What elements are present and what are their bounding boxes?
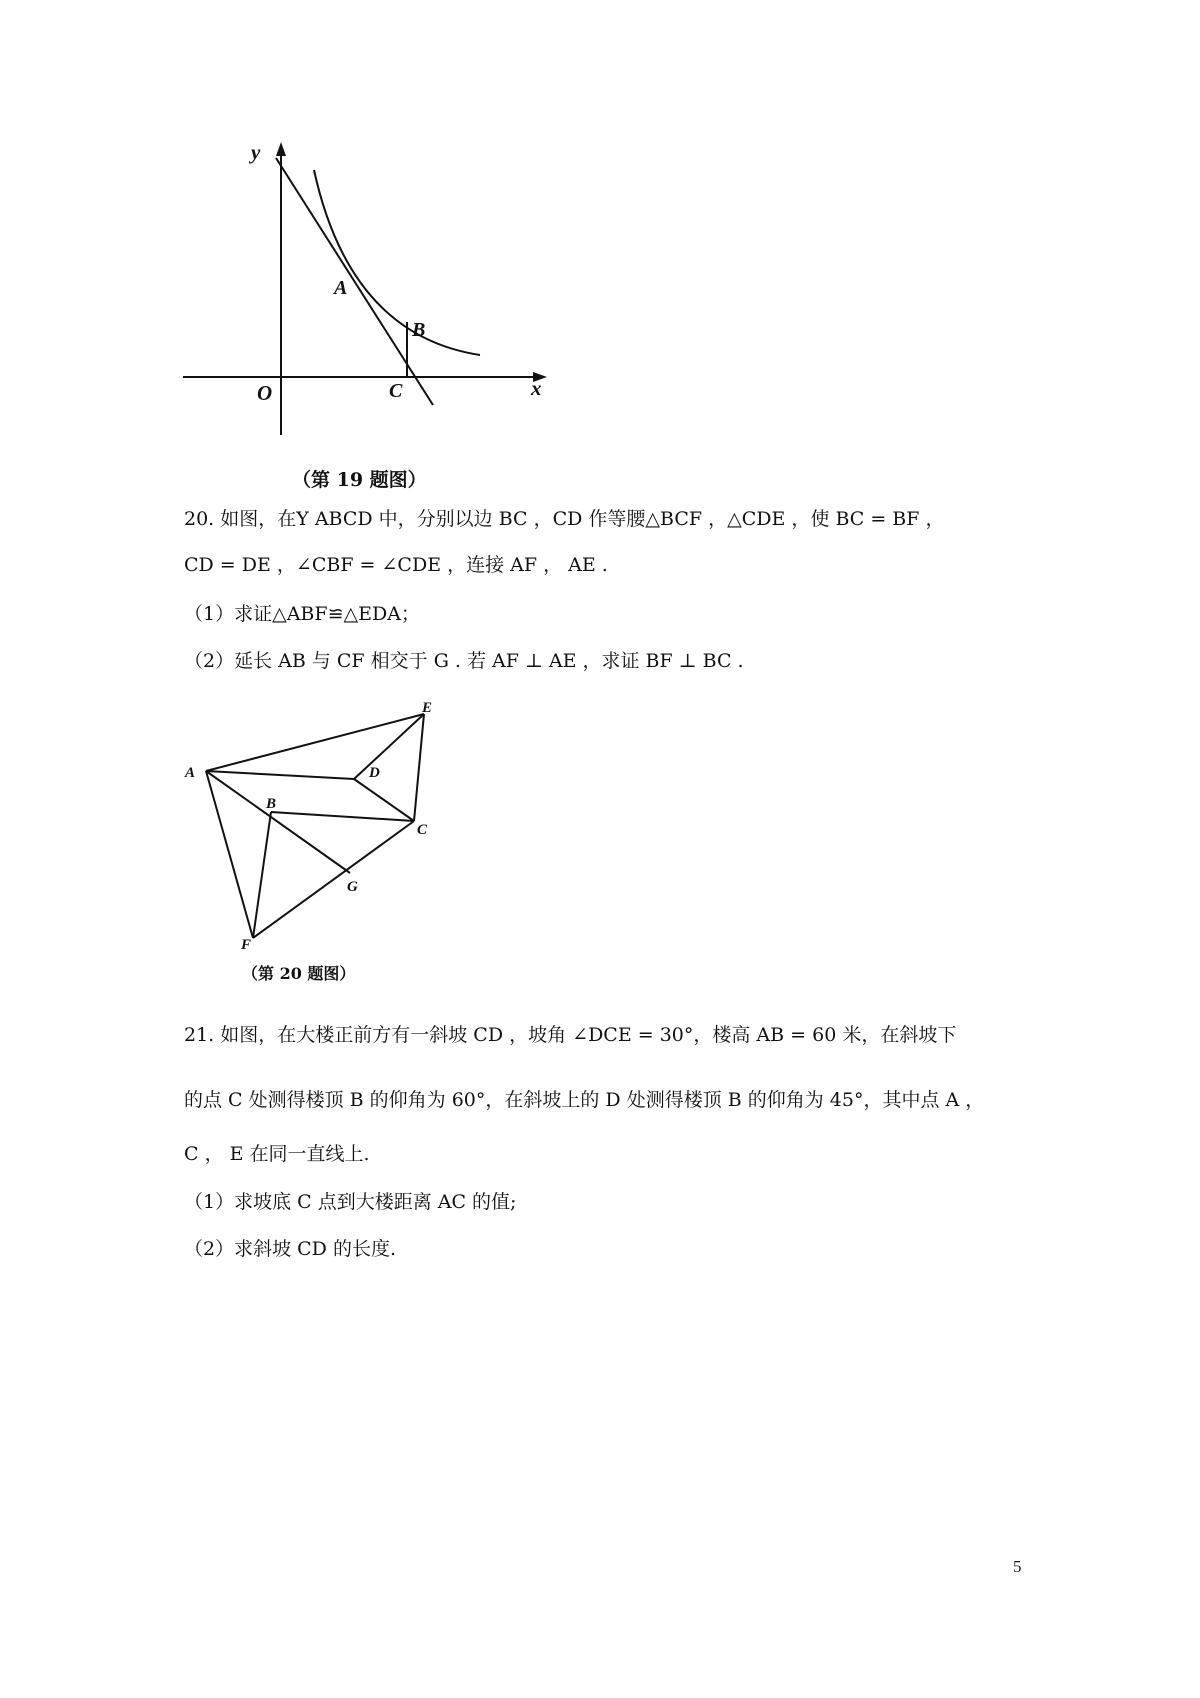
label-a: A bbox=[185, 765, 196, 781]
segment-ad bbox=[206, 771, 354, 779]
label-o: O bbox=[257, 381, 273, 405]
q21-line-3: C ， E 在同一直线上. bbox=[184, 1143, 370, 1165]
q20-caption: （第 20 题图） bbox=[242, 964, 356, 983]
q20-line-1: 20. 如图，在Y ABCD 中，分别以边 BC ，CD 作等腰△BCF ，△CDE ，使 BC = BF ， bbox=[184, 508, 945, 530]
label-b: B bbox=[266, 796, 277, 812]
page-number: 5 bbox=[1013, 1557, 1022, 1576]
label-f: F bbox=[241, 937, 252, 950]
q21-sub-1: （1）求坡底 C 点到大楼距离 AC 的值; bbox=[184, 1191, 517, 1213]
label-e: E bbox=[422, 700, 433, 716]
segment-bc bbox=[271, 812, 414, 821]
q19-caption: （第 19 题图） bbox=[292, 469, 427, 491]
label-y: y bbox=[251, 140, 261, 164]
q20-sub-1: （1）求证△ABF≌△EDA； bbox=[184, 603, 420, 625]
segment-dc bbox=[354, 779, 414, 821]
hyperbola-curve bbox=[314, 170, 480, 355]
q21-sub-2: （2）求斜坡 CD 的长度. bbox=[184, 1238, 396, 1260]
label-d: D bbox=[369, 765, 380, 781]
segment-fc bbox=[253, 821, 414, 938]
label-c: C bbox=[417, 822, 428, 838]
label-a: A bbox=[334, 277, 348, 299]
segment-af bbox=[206, 771, 253, 938]
y-axis-arrow bbox=[276, 142, 286, 156]
q19-figure bbox=[175, 140, 565, 440]
q21-line-2: 的点 C 处测得楼顶 B 的仰角为 60°，在斜坡上的 D 处测得楼顶 B 的仰角为 45°，其中点 A ， bbox=[184, 1089, 985, 1111]
segment-ae bbox=[206, 714, 424, 771]
q20-figure bbox=[180, 695, 450, 950]
q20-sub-2: （2）延长 AB 与 CF 相交于 G . 若 AF ⊥ AE ，求证 BF ⊥ BC . bbox=[184, 650, 744, 672]
q21-line-1: 21. 如图，在大楼正前方有一斜坡 CD ，坡角 ∠DCE = 30°，楼高 AB = 60 米，在斜坡下 bbox=[184, 1024, 957, 1046]
label-g: G bbox=[347, 879, 358, 895]
label-c: C bbox=[389, 380, 403, 402]
segment-ec bbox=[414, 714, 424, 821]
segment-ag bbox=[206, 771, 350, 873]
segment-bf bbox=[253, 812, 271, 938]
label-b: B bbox=[412, 319, 426, 341]
tangent-line bbox=[276, 158, 433, 405]
label-x: x bbox=[531, 376, 542, 400]
q20-line-2: CD = DE ，∠CBF = ∠CDE ，连接 AF ， AE . bbox=[184, 554, 608, 576]
